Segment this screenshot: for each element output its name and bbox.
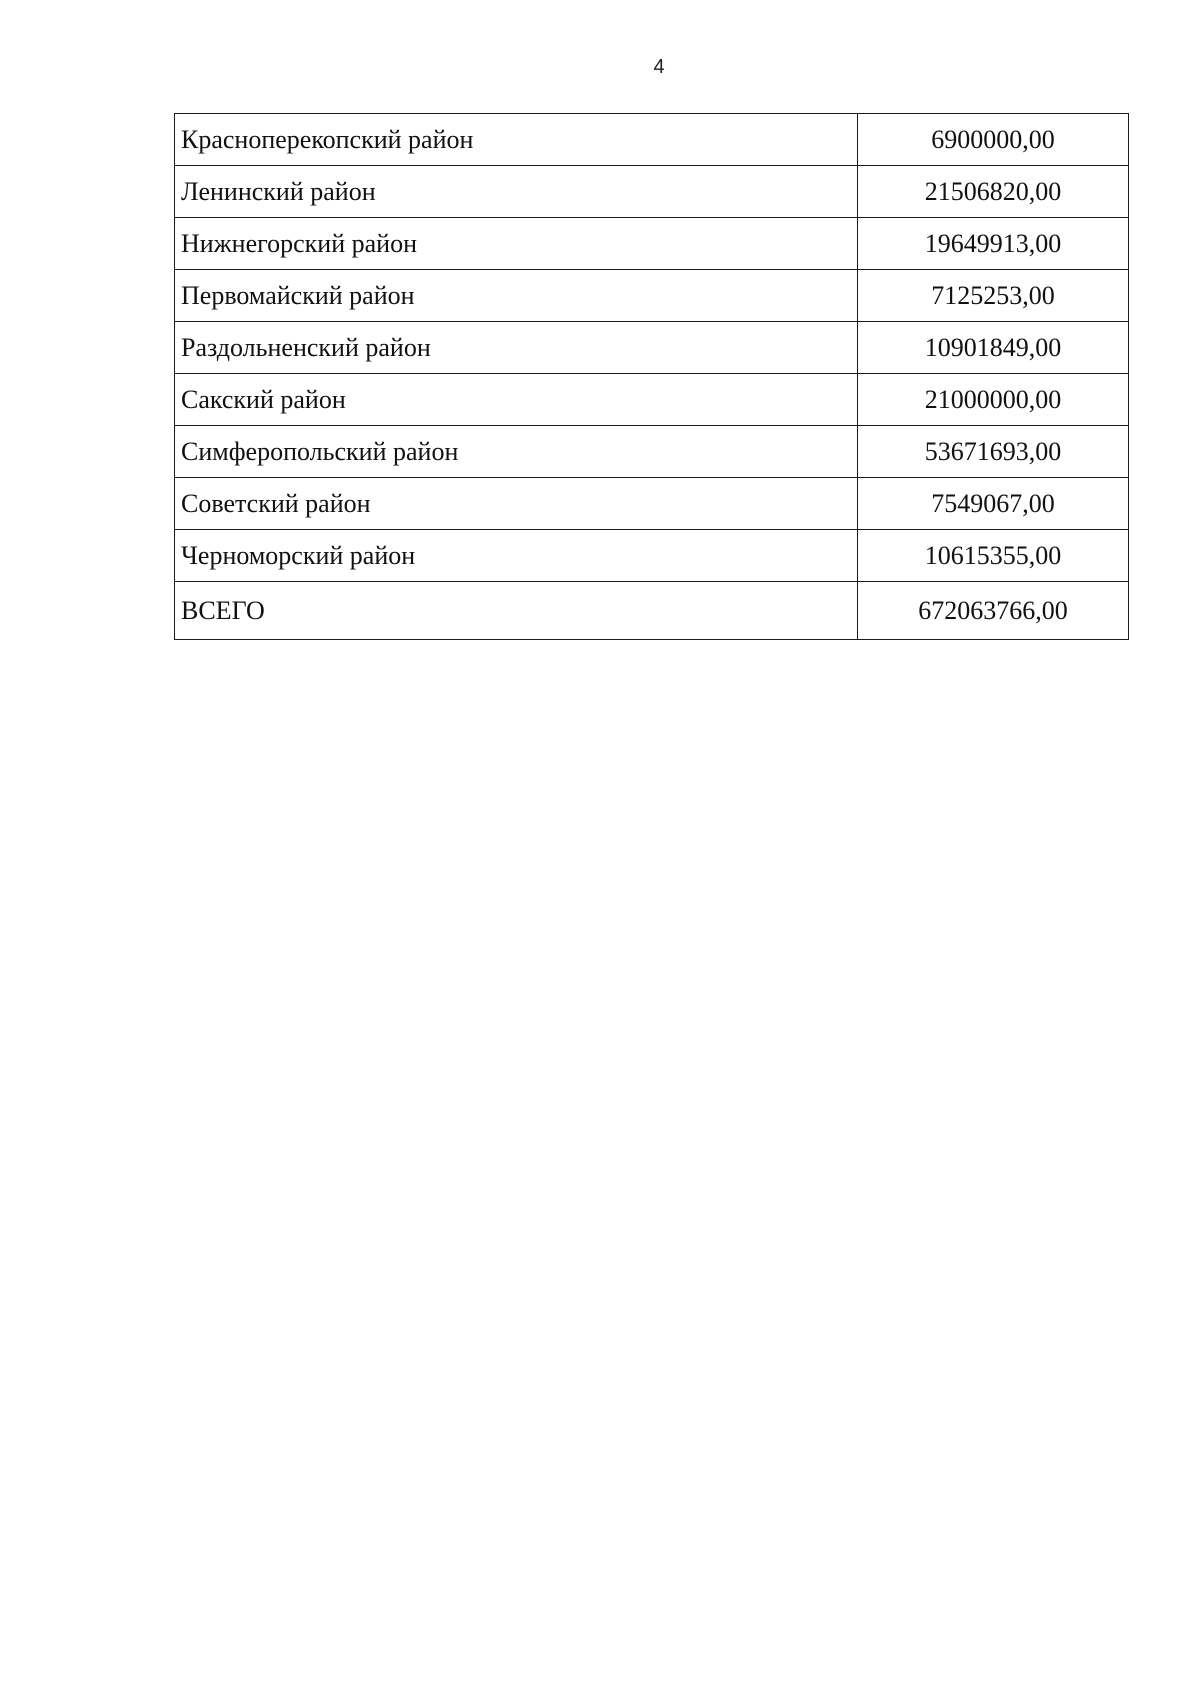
- district-name: Сакский район: [175, 374, 858, 426]
- total-label: ВСЕГО: [175, 582, 858, 640]
- table-row: [175, 426, 1129, 478]
- district-name: Красноперекопский район: [175, 114, 858, 166]
- district-amount: 7549067,00: [858, 478, 1129, 530]
- district-name: Черноморский район: [175, 530, 858, 582]
- district-amount: 53671693,00: [858, 426, 1129, 478]
- table-row: [175, 166, 1129, 218]
- table-row: [175, 530, 1129, 582]
- district-name: Первомайский район: [175, 270, 858, 322]
- table-row: [175, 478, 1129, 530]
- district-allocation-table: [174, 113, 1129, 640]
- page-number: 4: [653, 56, 665, 78]
- table-row: [175, 114, 1129, 166]
- district-name: Ленинский район: [175, 166, 858, 218]
- district-amount: 10901849,00: [858, 322, 1129, 374]
- district-amount: 21506820,00: [858, 166, 1129, 218]
- total-row: [175, 582, 1129, 640]
- district-amount: 19649913,00: [858, 218, 1129, 270]
- table-row: [175, 218, 1129, 270]
- district-amount: 7125253,00: [858, 270, 1129, 322]
- total-amount: 672063766,00: [858, 582, 1129, 640]
- table-row: [175, 322, 1129, 374]
- district-name: Советский район: [175, 478, 858, 530]
- district-name: Симферопольский район: [175, 426, 858, 478]
- table-row: [175, 270, 1129, 322]
- district-name: Раздольненский район: [175, 322, 858, 374]
- district-amount: 21000000,00: [858, 374, 1129, 426]
- district-name: Нижнегорский район: [175, 218, 858, 270]
- district-amount: 10615355,00: [858, 530, 1129, 582]
- district-amount: 6900000,00: [858, 114, 1129, 166]
- table-row: [175, 374, 1129, 426]
